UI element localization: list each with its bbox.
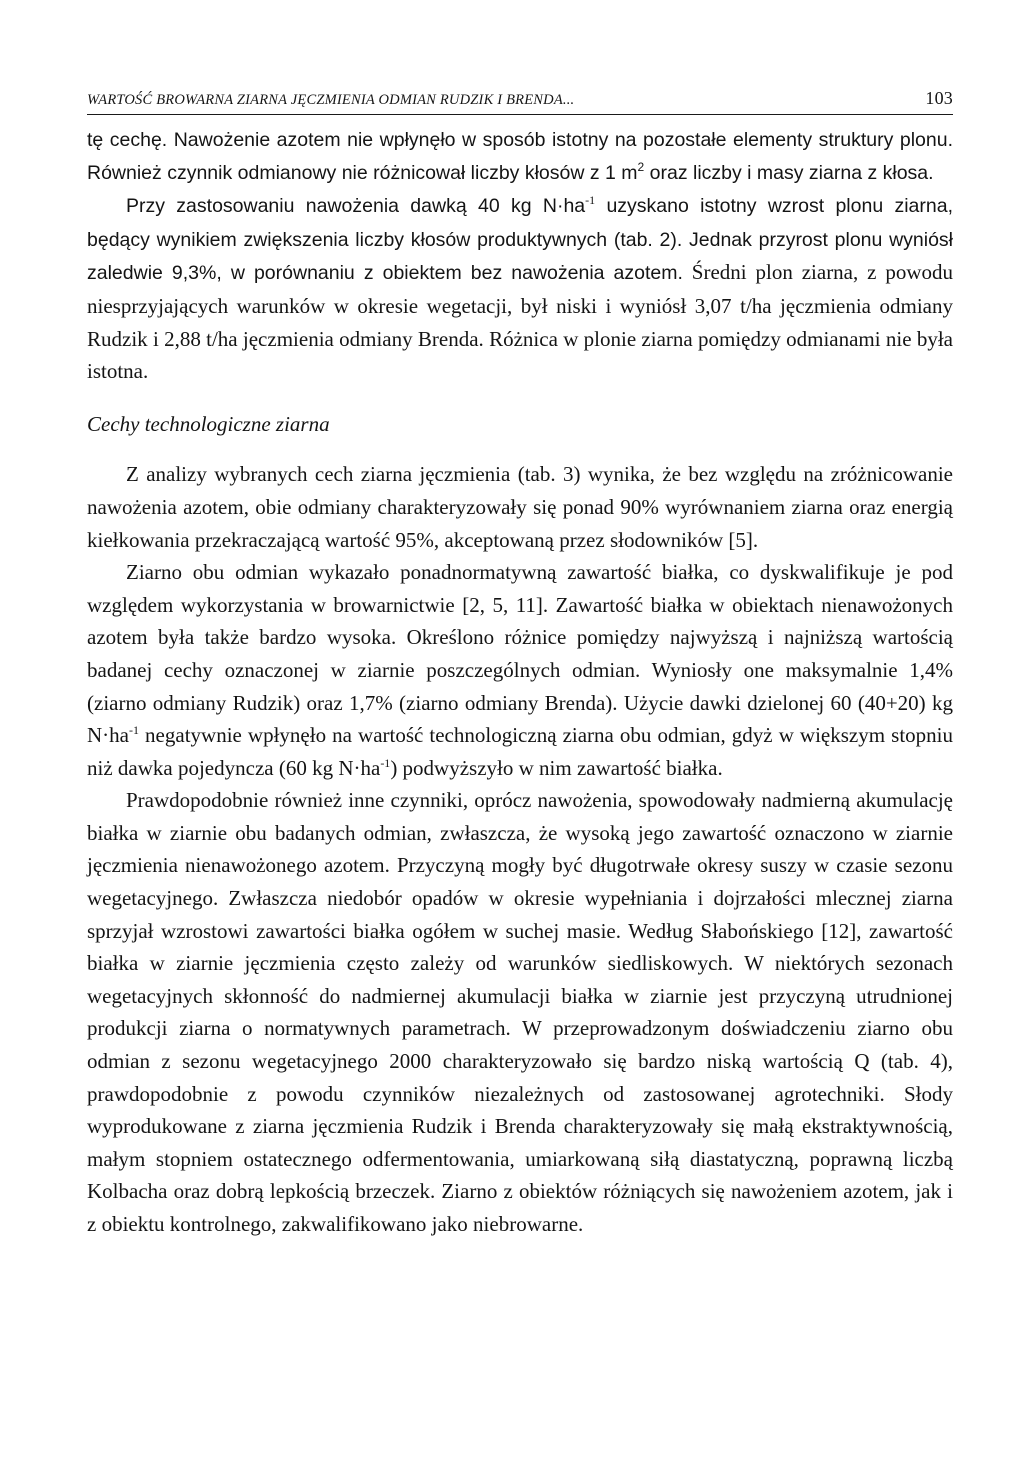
article-body <box>87 124 953 1241</box>
section-heading: Cechy technologiczne ziarna <box>87 411 330 436</box>
paragraph-1-superscript: 2 <box>637 159 645 174</box>
paragraph-2-part-c: Średni plon ziarna, z powodu niesprzyjających warunków w okresie wegetacji, był niski i wyniósł 3,07 t/ha jęczmienia odmiany Rudzik i 2,88 t/ha jęczmienia odmiany Brenda. Różnica w plonie ziarna pomiędzy odmianami nie była istotna. <box>87 260 953 384</box>
paragraph-2 <box>87 189 953 388</box>
paragraph-4-superscript-2: -1 <box>380 755 391 770</box>
paragraph-1 <box>87 124 953 189</box>
paragraph-4-part-c: ) podwyższyło w nim zawartość białka. <box>390 755 723 780</box>
running-header <box>87 86 953 115</box>
paragraph-1-text: tę cechę. Nawożenie azotem nie wpłynęło w sposób istotny na pozostałe elementy struktury plonu. Również czynnik odmianowy nie różnicował liczby kłosów z 1 m <box>87 129 953 184</box>
paragraph-4-part-b: negatywnie wpłynęło na wartość technologiczną ziarna obu odmian, gdyż w większym stopniu niż dawka pojedyncza (60 kg N·ha <box>87 723 953 780</box>
paragraph-2-superscript: -1 <box>585 193 596 208</box>
paragraph-5: Prawdopodobnie również inne czynniki, oprócz nawożenia, spowodowały nadmierną akumulację białka w ziarnie obu badanych odmian, zwłaszcza, że wysoką jego zawartość oznaczono w ziarnie jęczmienia nienawożonego azotem. Przyczyną mogły być długotrwałe okresy suszy w czasie sezonu wegetacyjnego. Zwłaszcza niedobór opadów w okresie wypełniania i dojrzałości mlecznej ziarna sprzyjał wzrostowi zawartości białka ogółem w suchej masie. Według Słabońskiego [12], zawartość białka w ziarnie jęczmienia często zależy od warunków siedliskowych. W niektórych sezonach wegetacyjnych skłonność do nadmiernej akumulacji białka w ziarnie jest przyczyną utrudnionej produkcji ziarna o normatywnych parametrach. W przeprowadzonym doświadczeniu ziarno obu odmian z sezonu wegetacyjnego 2000 charakteryzowało się bardzo niską wartością Q (tab. 4), prawdopodobnie z powodu czynników niezależnych od zastosowanej agrotechniki. Słody wyprodukowane z ziarna jęczmienia Rudzik i Brenda charakteryzowały się małą ekstraktywnością, małym stopniem ostatecznego odfermentowania, umiarkowaną siłą diastatyczną, poprawną liczbą Kolbacha oraz dobrą lepkością brzeczek. Ziarno z obiektów różniących się nawożeniem azotem, jak i z obiektu kontrolnego, zakwalifikowano jako niebrowarne. <box>87 788 953 1236</box>
paragraph-4-superscript-1: -1 <box>128 723 139 738</box>
running-title: WARTOŚĆ BROWARNA ZIARNA JĘCZMIENIA ODMIAN RUDZIK I BRENDA... <box>87 92 575 108</box>
paragraph-4-part-a: Ziarno obu odmian wykazało ponadnormatywną zawartość białka, co dyskwalifikuje je pod względem wykorzystania w browarnictwie [2, 5, 11]. Zawartość białka w obiektach nienawożonych azotem była także bardzo wysoka. Określono różnice pomiędzy najwyższą i najniższą wartością badanej cechy oznaczonej w ziarnie poszczególnych odmian. Wyniosły one maksymalnie 1,4% (ziarno odmiany Rudzik) oraz 1,7% (ziarno odmiany Brenda). Użycie dawki dzielonej 60 (40+20) kg N·ha <box>87 560 953 748</box>
paragraph-4 <box>87 556 953 784</box>
paragraph-2-part-a: Przy zastosowaniu nawożenia dawką 40 kg N·ha <box>126 195 586 218</box>
paragraph-2-part-b: uzyskano istotny wzrost plonu ziarna, będący wynikiem zwiększenia liczby kłosów produktywnych (tab. 2). Jednak przyrost plonu wyniósł zaledwie 9,3%, w porównaniu z obiektem bez nawożenia azotem. <box>87 195 954 285</box>
page-number: 103 <box>925 88 953 108</box>
paragraph-1-end: oraz liczby i masy ziarna z kłosa. <box>644 161 934 184</box>
paragraph-3: Z analizy wybranych cech ziarna jęczmienia (tab. 3) wynika, że bez względu na zróżnicowanie nawożenia azotem, obie odmiany charakteryzowały się ponad 90% wyrównaniem ziarna oraz energią kiełkowania przekraczającą wartość 95%, akceptowaną przez słodowników [5]. <box>87 462 953 552</box>
document-page <box>87 86 953 1241</box>
